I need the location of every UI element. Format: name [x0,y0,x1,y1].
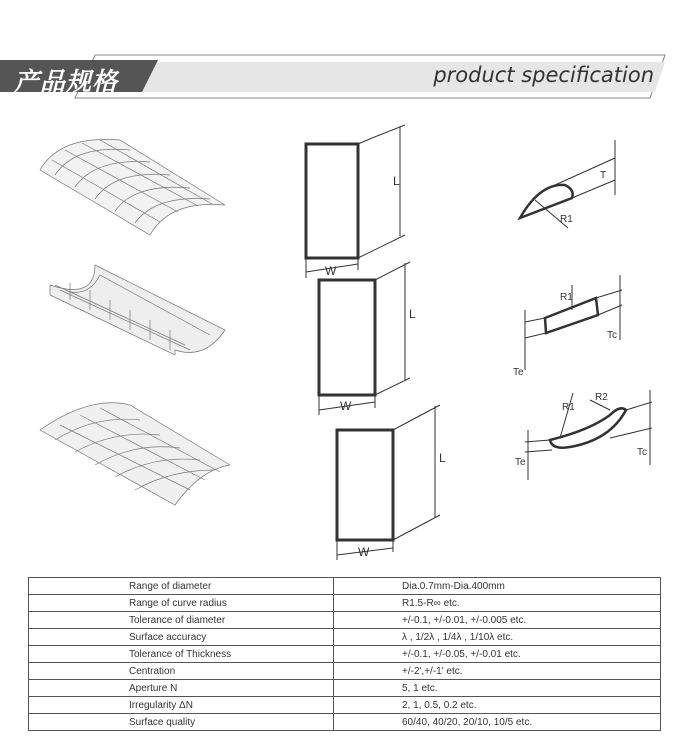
section-title-english: product specification [433,63,654,87]
radius-label: R1 [562,402,575,413]
spec-value: 2, 1, 0.5, 0.2 etc. [334,697,661,714]
spec-label: Tolerance of Thickness [29,646,334,663]
thickness-label: T [600,170,607,181]
spec-row [29,612,661,629]
lens-drawings [0,120,680,570]
length-label: L [409,307,416,321]
length-label: L [393,174,400,188]
spec-row [29,595,661,612]
spec-value: +/-0.1, +/-0.05, +/-0.01 etc. [334,646,661,663]
width-label: W [325,264,337,278]
spec-value: Dia.0.7mm-Dia.400mm [334,578,661,595]
spec-row [29,680,661,697]
edge-thickness-label: Te [513,367,524,378]
spec-row [29,629,661,646]
center-thickness-label: Tc [637,447,647,458]
spec-row [29,663,661,680]
spec-value: R1.5-R∞ etc. [334,595,661,612]
spec-label: Range of diameter [29,578,334,595]
radius-label-2: R2 [595,392,608,403]
lens-profile-drawings [513,140,652,480]
spec-label: Centration [29,663,334,680]
spec-row [29,714,661,731]
spec-value: λ , 1/2λ , 1/4λ , 1/10λ etc. [334,629,661,646]
radius-label: R1 [560,292,573,303]
width-label: W [358,545,370,559]
spec-value: +/-2',+/-1' etc. [334,663,661,680]
spec-value: +/-0.1, +/-0.01, +/-0.005 etc. [334,612,661,629]
spec-row [29,578,661,595]
spec-row [29,646,661,663]
spec-label: Range of curve radius [29,595,334,612]
spec-label: Surface accuracy [29,629,334,646]
center-thickness-label: Tc [607,330,617,341]
convex-cylinder-mesh [40,139,225,235]
spec-label: Aperture N [29,680,334,697]
spec-table [28,577,661,731]
concave-cylinder-mesh [50,265,225,355]
spec-value: 60/40, 40/20, 20/10, 10/5 etc. [334,714,661,731]
spec-label: Surface quality [29,714,334,731]
radius-label: R1 [560,214,573,225]
length-label: L [439,451,446,465]
edge-thickness-label: Te [515,457,526,468]
spec-label: Irregularity ΔN [29,697,334,714]
meniscus-cylinder-mesh [40,403,230,505]
width-label: W [340,399,352,413]
spec-label: Tolerance of diameter [29,612,334,629]
spec-row [29,697,661,714]
section-title-chinese: 产品规格 [14,67,119,96]
spec-value: 5, 1 etc. [334,680,661,697]
rect-dimension-drawings [306,125,446,560]
